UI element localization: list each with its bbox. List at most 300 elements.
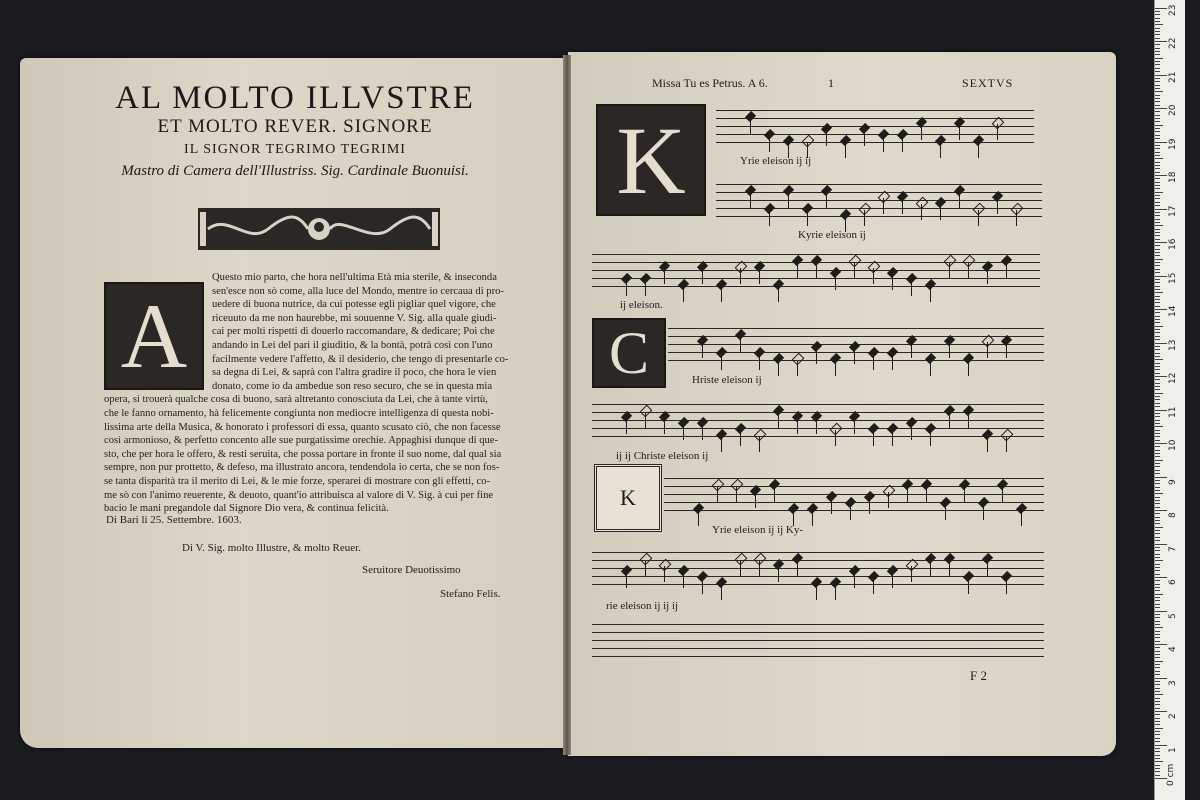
ruler-tick (1155, 406, 1160, 407)
ruler-tick (1155, 460, 1163, 461)
note-stem (911, 424, 912, 440)
ruler-tick (1155, 399, 1160, 400)
staff-line (716, 142, 1034, 143)
ruler-tick (1155, 296, 1160, 297)
ruler-tick (1155, 584, 1160, 585)
body-line: che le fanno ornamento, hà felicemente congiunta non mediocre intelligenza di questa nobi- (104, 408, 494, 419)
ruler-tick (1155, 71, 1160, 72)
note-stem (854, 348, 855, 364)
note-stem (702, 268, 703, 284)
note-stem (750, 118, 751, 134)
note-stem (769, 136, 770, 152)
staff-line (716, 126, 1034, 127)
ruler-tick (1155, 142, 1167, 143)
music-staff (592, 404, 1044, 440)
ruler-tick (1155, 416, 1160, 417)
ruler-tick (1155, 564, 1160, 565)
music-staff (668, 328, 1044, 364)
note-stem (949, 412, 950, 428)
ruler-tick (1155, 329, 1160, 330)
music-staff (592, 254, 1040, 290)
ruler-tick (1155, 413, 1160, 414)
note-stem (949, 342, 950, 358)
note-stem (968, 412, 969, 428)
note-stem (987, 342, 988, 358)
ruler-tick (1155, 768, 1160, 769)
note-stem (778, 286, 779, 302)
ruler-tick (1155, 523, 1160, 524)
ruler-tick (1155, 178, 1160, 179)
ruler-tick (1155, 517, 1160, 518)
ruler-tick (1155, 426, 1163, 427)
ruler-label: 10 (1168, 439, 1178, 451)
ruler-tick (1155, 175, 1167, 176)
note-stem (1002, 486, 1003, 502)
note-stem (740, 560, 741, 576)
note-stem (788, 192, 789, 208)
ruler-tick (1155, 577, 1167, 578)
ruler-label: 4 (1168, 646, 1178, 652)
ruler-tick (1155, 714, 1160, 715)
note-stem (826, 130, 827, 146)
ruler-tick (1155, 219, 1160, 220)
ruler-tick (1155, 185, 1160, 186)
staff-line (592, 648, 1044, 649)
ruler-tick (1155, 299, 1160, 300)
ruler-tick (1155, 691, 1160, 692)
ruler-tick (1155, 75, 1167, 76)
body-line: sto, che per hora le offero, & resti seruita, che possa portare in fronte il suo nome, dal qual sia (104, 448, 502, 460)
ruler-tick (1155, 148, 1160, 149)
lyric-line-1: Yrie eleison ij ij (740, 155, 812, 167)
ruler-tick (1155, 644, 1167, 645)
body-line: andando in Lei del pari il giuditio, & la bontà, potrà così con l'uno (212, 340, 493, 351)
music-staff (664, 478, 1044, 514)
ruler-tick (1155, 574, 1160, 575)
note-stem (740, 268, 741, 284)
note-stem (835, 274, 836, 290)
ruler-tick (1155, 128, 1160, 129)
note-stem (978, 142, 979, 158)
ruler-tick (1155, 21, 1160, 22)
ruler-tick (1155, 121, 1160, 122)
ruler-tick (1155, 651, 1160, 652)
music-staff (716, 184, 1042, 220)
note-stem (702, 342, 703, 358)
ruler-tick (1155, 446, 1160, 447)
ruler-tick (1155, 507, 1160, 508)
ruler-tick (1155, 115, 1160, 116)
title-line-3: IL SIGNOR TEGRIMO TEGRIMI (184, 142, 406, 157)
note-stem (940, 142, 941, 158)
note-stem (740, 430, 741, 446)
ruler-tick (1155, 343, 1167, 344)
ruler-tick (1155, 242, 1167, 243)
ruler-tick (1155, 533, 1160, 534)
ruler-label: 2 (1168, 713, 1178, 719)
note-stem (698, 510, 699, 526)
body-line: lissima arte della Musica, & honorato i professori di essa, quanto scusato ciò, che non facesse (104, 421, 501, 433)
ruler-tick (1155, 51, 1160, 52)
servant-line: Seruitore Deuotissimo (362, 564, 461, 576)
ruler-tick (1155, 235, 1160, 236)
ruler-tick (1155, 286, 1160, 287)
ruler-tick (1155, 108, 1167, 109)
staff-line (592, 404, 1044, 405)
note-stem (997, 198, 998, 214)
ruler-tick (1155, 745, 1167, 746)
staff-line (592, 656, 1044, 657)
ruler-tick (1155, 319, 1160, 320)
note-stem (892, 274, 893, 290)
staff-line (592, 278, 1040, 279)
note-stem (921, 204, 922, 220)
ruler-tick (1155, 276, 1167, 277)
ruler-tick (1155, 383, 1160, 384)
note-stem (831, 498, 832, 514)
ruler-tick (1155, 487, 1160, 488)
ruler-tick (1155, 456, 1160, 457)
note-stem (911, 566, 912, 582)
ruler-tick (1155, 54, 1160, 55)
ruler-tick (1155, 758, 1160, 759)
note-stem (816, 348, 817, 364)
ruler-tick (1155, 38, 1160, 39)
ruler-tick (1155, 718, 1160, 719)
ruler-tick (1155, 741, 1160, 742)
ruler-tick (1155, 269, 1160, 270)
ruler-label: 18 (1168, 171, 1178, 183)
note-stem (683, 424, 684, 440)
ruler-tick (1155, 450, 1160, 451)
ruler-tick (1155, 24, 1163, 25)
note-stem (873, 578, 874, 594)
ruler-tick (1155, 396, 1160, 397)
ruler-tick (1155, 477, 1167, 478)
ruler-tick (1155, 262, 1160, 263)
ruler-tick (1155, 678, 1167, 679)
ruler-tick (1155, 61, 1160, 62)
staff-line (716, 200, 1042, 201)
ruler-tick (1155, 430, 1160, 431)
ruler-tick (1155, 182, 1160, 183)
ruler-label: 11 (1168, 406, 1178, 418)
ruler-tick (1155, 473, 1160, 474)
staff-line (592, 286, 1040, 287)
note-stem (1006, 342, 1007, 358)
ruler-tick (1155, 547, 1160, 548)
ruler-label: 22 (1168, 37, 1178, 49)
body-line: opera, si trouerà qualche cosa di buono, sarà altretanto conosciuta da Lei, che à tante virtù, (104, 394, 488, 406)
ruler-tick (1155, 544, 1167, 545)
ruler-tick (1155, 138, 1160, 139)
ruler-tick (1155, 420, 1160, 421)
note-stem (883, 198, 884, 214)
note-stem (759, 560, 760, 576)
ruler-tick (1155, 550, 1160, 551)
ruler-tick (1155, 731, 1160, 732)
ruler-tick (1155, 681, 1160, 682)
note-stem (835, 430, 836, 446)
voice-part: SEXTVS (962, 76, 1014, 90)
ruler-label: 6 (1168, 579, 1178, 585)
ruler-tick (1155, 81, 1160, 82)
ruler-label: 7 (1168, 545, 1178, 552)
ruler-tick (1155, 64, 1160, 65)
ruler-tick (1155, 255, 1160, 256)
music-staff (592, 624, 1044, 660)
body-line: riceuuto da me non haurebbe, mi souuenne V. Sig. alla quale giudi- (212, 312, 497, 324)
ruler-tick (1155, 11, 1160, 12)
ruler-tick (1155, 587, 1160, 588)
ruler-tick (1155, 192, 1163, 193)
ruler-tick (1155, 366, 1160, 367)
ruler-tick (1155, 363, 1160, 364)
ruler-tick (1155, 513, 1160, 514)
ruler-tick (1155, 8, 1167, 9)
ruler-tick (1155, 111, 1160, 112)
note-stem (930, 286, 931, 302)
lyric-line-5: ij ij Christe eleison ij (616, 450, 709, 462)
ruler-tick (1155, 165, 1160, 166)
ruler-tick (1155, 500, 1160, 501)
ruler-label: 8 (1168, 512, 1178, 518)
ruler-label: 9 (1168, 478, 1178, 485)
ruler-tick (1155, 734, 1160, 735)
staff-line (592, 420, 1044, 421)
page-number-top: 1 (828, 76, 834, 90)
ruler-tick (1155, 570, 1160, 571)
ruler-tick (1155, 490, 1160, 491)
ruler-tick (1155, 738, 1160, 739)
note-stem (850, 504, 851, 520)
ruler-tick (1155, 537, 1160, 538)
ruler-tick (1155, 634, 1160, 635)
staff-line (592, 568, 1044, 569)
ruler-tick (1155, 704, 1160, 705)
note-stem (987, 268, 988, 284)
note-stem (864, 210, 865, 226)
ruler-tick (1155, 28, 1160, 29)
note-stem (892, 354, 893, 370)
note-stem (911, 342, 912, 358)
ruler-tick (1155, 627, 1163, 628)
ruler-tick (1155, 356, 1160, 357)
ornament-band-icon (198, 208, 440, 250)
lyric-line-3: ij eleison. (620, 299, 663, 311)
ruler-label: 17 (1168, 205, 1178, 217)
note-stem (997, 124, 998, 140)
note-stem (816, 418, 817, 434)
ruler-tick (1155, 88, 1160, 89)
note-stem (845, 142, 846, 158)
staff-line (668, 360, 1044, 361)
ruler-tick (1155, 775, 1160, 776)
staff-line (592, 632, 1044, 633)
ruler-tick (1155, 18, 1160, 19)
ruler-tick (1155, 222, 1160, 223)
ruler-unit: 0 cm (1166, 763, 1176, 786)
ruler-tick (1155, 453, 1160, 454)
note-stem (816, 262, 817, 278)
note-stem (721, 584, 722, 600)
ruler-tick (1155, 85, 1160, 86)
ruler-tick (1155, 212, 1160, 213)
lyric-line-4: Hriste eleison ij (692, 374, 762, 386)
ruler-label: 19 (1168, 138, 1178, 150)
body-line: sempre, non pur prottetto, & defeso, ma illustrato ancora, tendendola io certa, che se non fos- (104, 462, 500, 474)
ruler-tick (1155, 423, 1160, 424)
note-stem (812, 510, 813, 526)
mass-title: Missa Tu es Petrus. A 6. (652, 76, 768, 90)
ruler-tick (1155, 279, 1160, 280)
ruler-tick (1155, 567, 1160, 568)
note-stem (911, 280, 912, 296)
note-stem (959, 192, 960, 208)
ruler-tick (1155, 302, 1160, 303)
staff-line (664, 494, 1044, 495)
ruler-tick (1155, 145, 1160, 146)
ruler-tick (1155, 289, 1160, 290)
ruler-tick (1155, 470, 1160, 471)
ruler-tick (1155, 309, 1167, 310)
ruler-tick (1155, 131, 1160, 132)
ruler-tick (1155, 225, 1163, 226)
body-line: Questo mio parto, che hora nell'ultima Età mia sterile, & inseconda (212, 272, 497, 283)
ruler-tick (1155, 44, 1160, 45)
note-stem (736, 486, 737, 502)
ruler-tick (1155, 326, 1163, 327)
ruler-tick (1155, 698, 1160, 699)
measurement-ruler (1154, 0, 1185, 800)
ruler-tick (1155, 31, 1160, 32)
ruler-tick (1155, 209, 1167, 210)
note-stem (797, 560, 798, 576)
note-stem (930, 560, 931, 576)
body-line: donato, come io da ambedue son reso securo, che se in questa mia (212, 380, 493, 392)
staff-line (716, 192, 1042, 193)
ruler-tick (1155, 386, 1160, 387)
note-stem (778, 412, 779, 428)
body-line: sa degna di Lei, & saprà con l'altra gradire il poco, che hora le vien (212, 367, 497, 379)
note-stem (949, 560, 950, 576)
ruler-tick (1155, 600, 1160, 601)
note-stem (683, 572, 684, 588)
ruler-tick (1155, 661, 1163, 662)
lyric-line-2: Kyrie eleison ij (798, 229, 866, 241)
ruler-label: 14 (1168, 305, 1178, 317)
ruler-tick (1155, 215, 1160, 216)
ruler-tick (1155, 410, 1167, 411)
ruler-tick (1155, 483, 1160, 484)
ruler-tick (1155, 440, 1160, 441)
ruler-tick (1155, 245, 1160, 246)
note-stem (721, 354, 722, 370)
note-stem (854, 262, 855, 278)
body-line: uedere di buona nutrice, da cui potesse egli pigliar quel vigore, che (212, 299, 496, 311)
ruler-tick (1155, 708, 1160, 709)
ruler-tick (1155, 336, 1160, 337)
ruler-tick (1155, 667, 1160, 668)
note-stem (854, 572, 855, 588)
ruler-tick (1155, 607, 1160, 608)
ruler-tick (1155, 597, 1160, 598)
date-line: Di Bari li 25. Settembre. 1603. (106, 514, 242, 526)
body-line: bacio le mani pregandole dal Signore Dio vera, & continua felicità. (104, 503, 389, 515)
note-stem (759, 268, 760, 284)
ruler-tick (1155, 631, 1160, 632)
note-stem (978, 210, 979, 226)
ruler-tick (1155, 168, 1160, 169)
note-stem (759, 436, 760, 452)
ruler-tick (1155, 671, 1160, 672)
ruler-tick (1155, 466, 1160, 467)
ruler-label: 16 (1168, 238, 1178, 250)
ruler-tick (1155, 155, 1160, 156)
ruler-tick (1155, 748, 1160, 749)
note-stem (1016, 210, 1017, 226)
note-stem (797, 418, 798, 434)
ruler-label: 21 (1168, 71, 1178, 83)
ruler-tick (1155, 594, 1163, 595)
ruler-tick (1155, 162, 1160, 163)
initial-c: C (592, 318, 666, 388)
note-stem (778, 566, 779, 582)
note-stem (968, 360, 969, 376)
closing-line: Di V. Sig. molto Illustre, & molto Reuer. (182, 542, 361, 554)
ruler-tick (1155, 41, 1167, 42)
ruler-tick (1155, 316, 1160, 317)
body-line: facilmente vedere l'affetto, & il desiderio, che tengo di presentarle co- (212, 353, 509, 365)
ruler-tick (1155, 105, 1160, 106)
note-stem (807, 210, 808, 226)
ruler-tick (1155, 389, 1160, 390)
ruler-label: 23 (1168, 4, 1178, 16)
note-stem (721, 286, 722, 302)
staff-line (592, 552, 1044, 553)
ruler-tick (1155, 332, 1160, 333)
ruler-label: 12 (1168, 372, 1178, 384)
note-stem (626, 418, 627, 434)
ruler-tick (1155, 560, 1163, 561)
ruler-tick (1155, 198, 1160, 199)
note-stem (940, 204, 941, 220)
ruler-tick (1155, 359, 1163, 360)
music-staff (592, 552, 1044, 588)
ruler-tick (1155, 443, 1167, 444)
ruler-tick (1155, 701, 1160, 702)
ruler-tick (1155, 510, 1167, 511)
ruler-tick (1155, 530, 1160, 531)
note-stem (755, 492, 756, 508)
note-stem (645, 280, 646, 296)
ruler-tick (1155, 172, 1160, 173)
note-stem (888, 492, 889, 508)
music-staff (716, 110, 1034, 146)
ruler-tick (1155, 306, 1160, 307)
ruler-tick (1155, 621, 1160, 622)
staff-line (668, 328, 1044, 329)
ruler-tick (1155, 751, 1160, 752)
ruler-tick (1155, 312, 1160, 313)
ruler-tick (1155, 249, 1160, 250)
staff-line (716, 118, 1034, 119)
note-stem (907, 486, 908, 502)
ruler-tick (1155, 711, 1167, 712)
note-stem (892, 430, 893, 446)
note-stem (750, 192, 751, 208)
ruler-tick (1155, 349, 1160, 350)
